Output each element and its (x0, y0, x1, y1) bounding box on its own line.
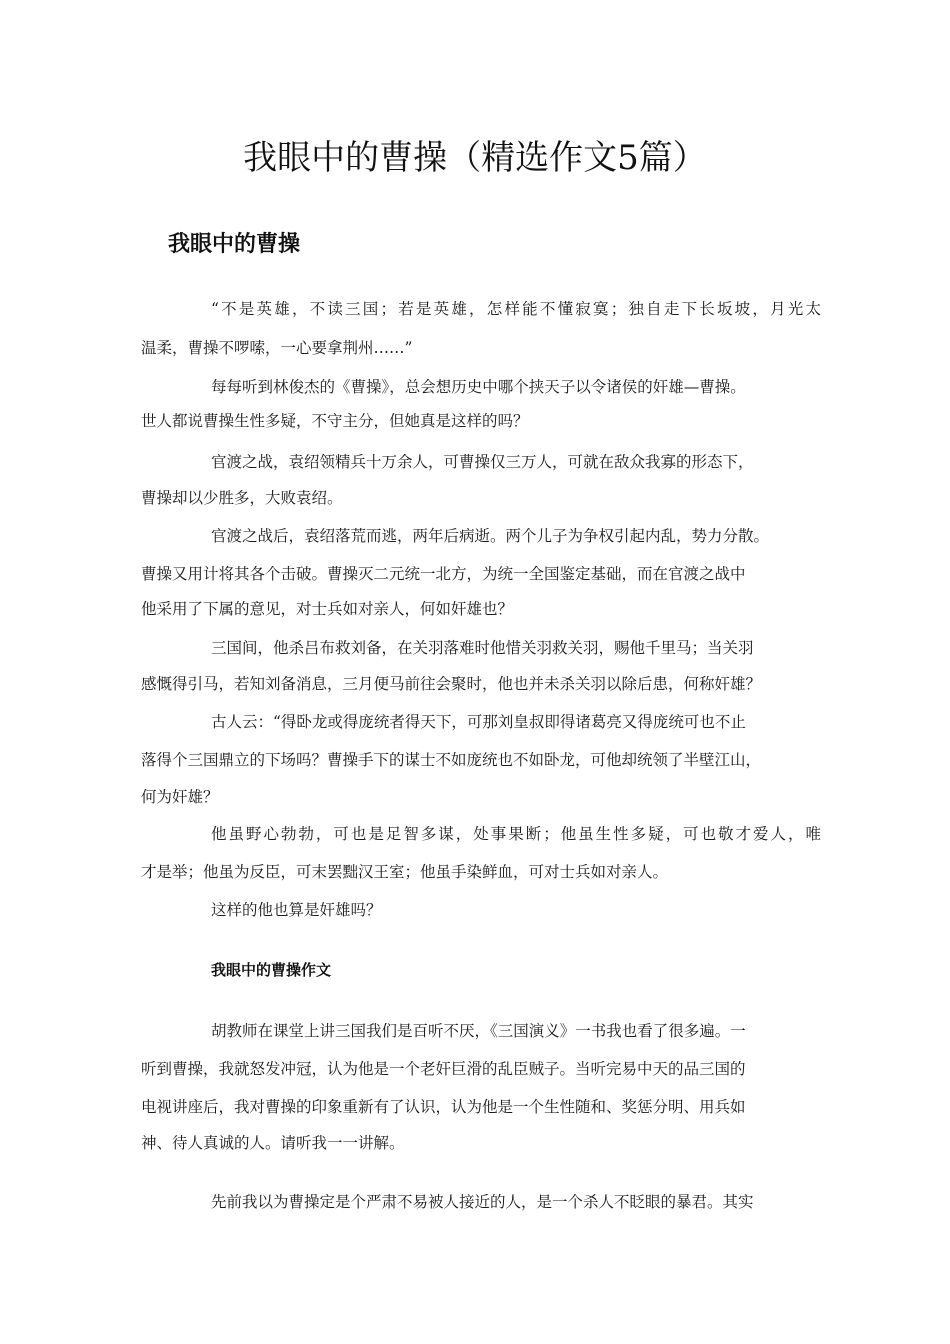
paragraph-line: 才是举；他虽为反臣，可末罢黜汉王室；他虽手染鲜血，可对士兵如对亲人。 (141, 863, 669, 881)
paragraph-line: 官渡之战后，袁绍落荒而逃，两年后病逝。两个儿子为争权引起内乱，势力分散。 (211, 527, 770, 545)
essay-2-heading: 我眼中的曹操作文 (211, 961, 332, 979)
paragraph-line: 落得个三国鼎立的下场吗？曹操手下的谋士不如庞统也不如卧龙，可他却统领了半壁江山， (141, 751, 762, 769)
paragraph-line: 曹操又用计将其各个击破。曹操灭二元统一北方，为统一全国鉴定基础，而在官渡之战中 (141, 565, 746, 583)
paragraph-line: 先前我以为曹操定是个严肃不易被人接近的人，是一个杀人不眨眼的暴君。其实 (211, 1193, 754, 1211)
paragraph-line: 电视讲座后，我对曹操的印象重新有了认识，认为他是一个生性随和、奖惩分明、用兵如 (141, 1098, 746, 1116)
paragraph-line: 何为奸雄？ (141, 788, 219, 806)
paragraph-line: “不是英雄，不读三国；若是英雄，怎样能不懂寂寞；独自走下长坂坡，月光太 (211, 300, 821, 318)
paragraph-line: 这样的他也算是奸雄吗？ (211, 901, 382, 919)
paragraph-line: 他采用了下属的意见，对士兵如对亲人，何如奸雄也？ (141, 600, 514, 618)
paragraph-line: 他虽野心勃勃，可也是足智多谋，处事果断；他虽生性多疑，可也敬才爱人，唯 (211, 825, 821, 843)
paragraph-line: 感慨得引马，若知刘备消息，三月便马前往会聚时，他也并未杀关羽以除后患，何称奸雄？ (141, 675, 762, 693)
paragraph-line: 胡教师在课堂上讲三国我们是百听不厌，《三国演义》一书我也看了很多遍。一 (211, 1022, 746, 1040)
paragraph-line: 古人云：“得卧龙或得庞统者得天下，可那刘皇叔即得诸葛亮又得庞统可也不止 (211, 713, 746, 731)
paragraph-line: 听到曹操，我就怒发冲冠，认为他是一个老奸巨滑的乱臣贼子。当听完易中天的品三国的 (141, 1060, 746, 1078)
paragraph-line: 温柔，曹操不啰嗦，一心要拿荆州……” (141, 339, 413, 357)
paragraph-line: 神、待人真诚的人。请听我一一讲解。 (141, 1134, 405, 1152)
paragraph-line: 官渡之战，袁绍领精兵十万余人，可曹操仅三万人，可就在敌众我寡的形态下， (211, 453, 754, 471)
paragraph-line: 曹操却以少胜多，大败袁绍。 (141, 489, 343, 507)
paragraph-line: 世人都说曹操生性多疑，不守主分，但她真是这样的吗？ (141, 412, 529, 430)
paragraph-line: 三国间，他杀吕布救刘备，在关羽落难时他惜关羽救关羽，赐他千里马；当关羽 (211, 639, 754, 657)
paragraph-line: 每每听到林俊杰的《曹操》，总会想历史中哪个挟天子以令诸侯的奸雄—曹操。 (211, 378, 746, 396)
essay-1-heading: 我眼中的曹操 (168, 232, 301, 257)
document-title: 我眼中的曹操（精选作文5篇） (243, 138, 707, 178)
